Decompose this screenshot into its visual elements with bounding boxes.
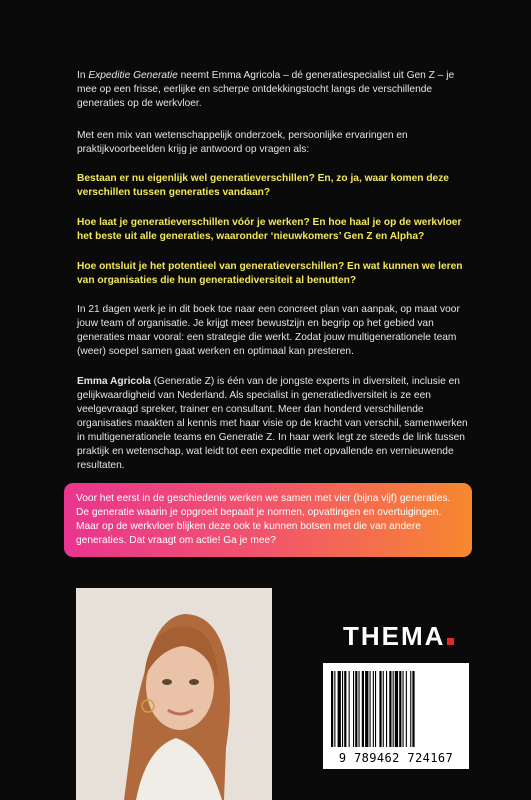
barcode-bar bbox=[338, 671, 341, 747]
barcode-bar bbox=[331, 671, 333, 747]
barcode-bar bbox=[403, 671, 404, 747]
barcode-bar bbox=[389, 671, 391, 747]
barcode-bar bbox=[334, 671, 335, 747]
barcode-bar bbox=[342, 671, 343, 747]
author-paragraph bbox=[77, 375, 474, 473]
question-3: Hoe ontsluit je het potentieel van generatieverschillen? En wat kunnen we leren van organisaties die hun generatiediversiteit al benutten? bbox=[77, 261, 463, 286]
barcode-bar bbox=[379, 671, 381, 747]
barcode-bar bbox=[386, 671, 387, 747]
barcode-bar bbox=[393, 671, 394, 747]
barcode-bar bbox=[355, 671, 357, 747]
plan-paragraph: In 21 dagen werk je in dit boek toe naar een concreet plan van aanpak, op maat voor jouw team of organisatie. Je krijgt meer bewustzijn en begrip op het gebied van generaties maar vooral: een strategie die werkt. Zodat jouw multigenerationele team (weer) soepel samen gaat werken en optimaal kan presteren. bbox=[77, 304, 460, 357]
barcode-bar bbox=[412, 671, 414, 747]
intro-text-start: In bbox=[77, 70, 89, 81]
barcode-bar bbox=[406, 671, 407, 747]
publisher-name: THEMA bbox=[343, 621, 446, 651]
callout-box: Voor het eerst in de geschiedenis werken we samen met vier (bijna vijf) generaties. De generatie waarin je opgroeit bepaalt je normen, opvattingen en overtuigingen. Maar op de werkvloer blijken deze ook te kunnen botsen met die van andere generaties. Dat vraagt om actie! Ga je mee? bbox=[64, 483, 472, 557]
intro-paragraph bbox=[77, 69, 474, 111]
author-photo bbox=[76, 588, 272, 800]
logo-dot bbox=[447, 638, 454, 645]
barcode bbox=[323, 663, 469, 769]
barcode-bar bbox=[359, 671, 360, 747]
barcode-bar bbox=[365, 671, 368, 747]
barcode-bar bbox=[395, 671, 398, 747]
author-name: Emma Agricola bbox=[77, 376, 151, 387]
question-1: Bestaan er nu eigenlijk wel generatieverschillen? En, zo ja, waar komen deze verschillen tussen generaties vandaan? bbox=[77, 173, 449, 198]
publisher-logo bbox=[343, 621, 454, 652]
author-bio: (Generatie Z) is één van de jongste experts in diversiteit, inclusie en gelijkwaardigheid van Nederland. Als specialist in generatiediversiteit is ze een veelgevraagd spreker, trainer en consultant. Meer dan honderd verschillende organisaties maakten al kennis met haar visie op de kracht van verschil, samenwerken in multigenerationele teams en Generatie Z. In haar werk legt ze steeds de link tussen praktijk en wetenschap, wat leidt tot een expeditie met opvallende en vernieuwende resultaten. bbox=[77, 376, 468, 471]
author-portrait-illustration bbox=[76, 588, 272, 800]
isbn-number: 9 789462 724167 bbox=[338, 751, 454, 765]
barcode-bars bbox=[329, 671, 463, 749]
barcode-bar bbox=[375, 671, 376, 747]
barcode-bar bbox=[362, 671, 364, 747]
question-2: Hoe laat je generatieverschillen vóór je werken? En hoe haal je op de werkvloer het beste uit alle generaties, waaronder ‘nieuwkomers’ Gen Z en Alpha? bbox=[77, 217, 462, 242]
book-title: Expeditie Generatie bbox=[88, 70, 178, 81]
barcode-bar bbox=[370, 671, 371, 747]
barcode-bar bbox=[383, 671, 384, 747]
barcode-bar bbox=[353, 671, 354, 747]
barcode-bar bbox=[373, 671, 374, 747]
lead-paragraph: Met een mix van wetenschappelijk onderzoek, persoonlijke ervaringen en praktijkvoorbeelden krijg je antwoord op vragen als: bbox=[77, 130, 408, 155]
barcode-bar bbox=[410, 671, 411, 747]
barcode-bar bbox=[399, 671, 401, 747]
barcode-bar bbox=[349, 671, 350, 747]
barcode-bar bbox=[344, 671, 346, 747]
intro-text-end: neemt Emma Agricola – dé generatiespecialist uit Gen Z – je mee op een frisse, eerlijke en scherpe ontdekkingstocht langs de verschillende generaties op de werkvloer. bbox=[77, 70, 455, 109]
